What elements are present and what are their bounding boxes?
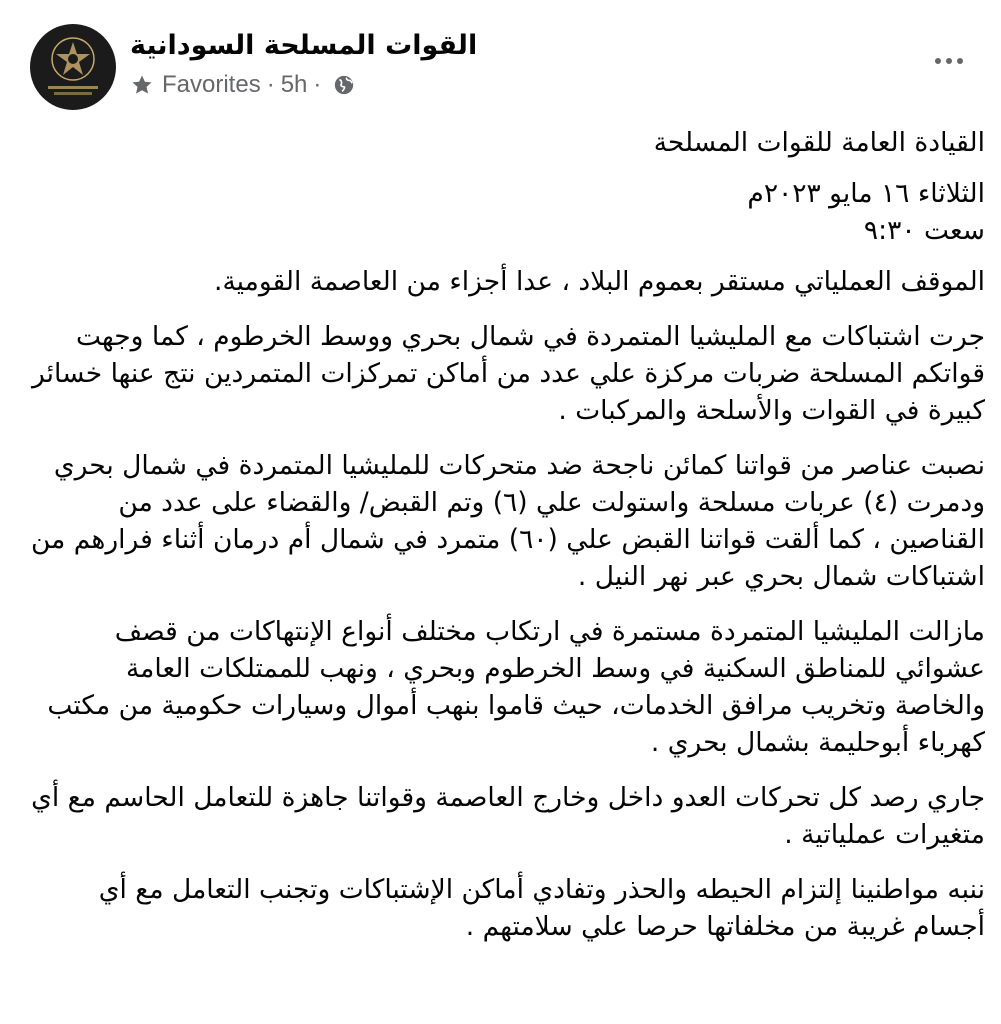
avatar-caption-line [54, 92, 92, 95]
post-heading: القيادة العامة للقوات المسلحة [653, 127, 985, 158]
more-dot [946, 58, 952, 64]
avatar[interactable] [30, 24, 116, 110]
post-paragraph: مازالت المليشيا المتمردة مستمرة في ارتكاب مختلف أنواع الإنتهاكات من قصف عشوائي للمناطق السكنية في وسط الخرطوم وبحري ، ونهب للممتلكات العامة والخاصة وتخريب مرافق الخدمات، حيث قاموا بنهب أموال وسيارات حكومية من مكتب كهرباء أبوحليمة بشمال بحري . [47, 616, 985, 758]
globe-icon[interactable] [333, 74, 355, 96]
page-name-link[interactable]: القوات المسلحة السودانية [130, 30, 478, 61]
post-paragraph: ننبه مواطنينا إلتزام الحيطه والحذر وتفادي أماكن الإشتباكات وتجنب التعامل مع أي أجسام غريبة من مخلفاتها حرصا علي سلامتهم . [98, 874, 985, 942]
post-body [30, 124, 985, 963]
avatar-caption-line [48, 86, 98, 89]
post-header [30, 24, 477, 110]
post-meta [130, 68, 477, 102]
army-emblem-icon [50, 36, 96, 82]
post-timestamp[interactable]: 5h [280, 71, 308, 98]
meta-separator: · [313, 71, 322, 98]
more-options-button[interactable] [929, 46, 969, 76]
post-paragraph: الموقف العملياتي مستقر بعموم البلاد ، عدا أجزاء من العاصمة القومية. [214, 266, 985, 297]
post-date-time: الثلاثاء ١٦ مايو ٢٠٢٣م سعت ٩:٣٠ [747, 178, 985, 246]
more-dot [957, 58, 963, 64]
post-paragraph: جرت اشتباكات مع المليشيا المتمردة في شمال بحري ووسط الخرطوم ، كما وجهت قواتكم المسلحة ضربات مركزة علي عدد من أماكن تمركزات المتمردين نتج عنها خسائر كبيرة في القوات والأسلحة والمركبات . [32, 321, 985, 426]
more-dot [935, 58, 941, 64]
post-paragraph: نصبت عناصر من قواتنا كمائن ناجحة ضد متحركات للمليشيا المتمردة في شمال بحري ودمرت (٤) عربات مسلحة واستولت علي (٦) وتم القبض/ والقضاء على عدد من القناصين ، كما ألقت قواتنا القبض علي (٦٠) متمرد في شمال أم درمان أثناء فرارهم من اشتباكات شمال بحري عبر نهر النيل . [30, 450, 985, 592]
post-author-block [130, 24, 477, 102]
meta-separator: · [266, 71, 275, 98]
star-icon [130, 73, 154, 97]
post-paragraph: جاري رصد كل تحركات العدو داخل وخارج العاصمة وقواتنا جاهزة للتعامل الحاسم مع أي متغيرات عملياتية . [31, 782, 985, 850]
audience-label[interactable]: Favorites [162, 71, 261, 98]
